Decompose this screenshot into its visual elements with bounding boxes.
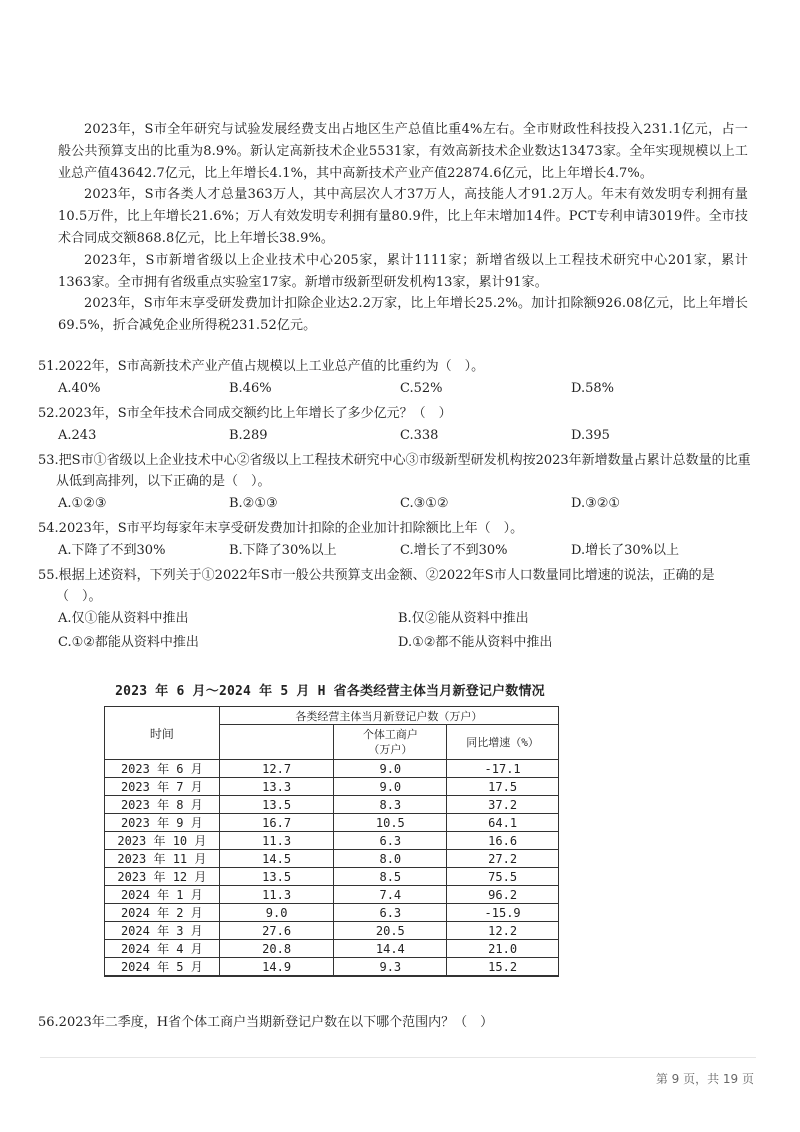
passage-paragraph: 2023年，S市各类人才总量363万人，其中高层次人才37万人，高技能人才91.2万人。年末有效发明专利拥有量10.5万件，比上年增长21.6%；万人有效发明专利拥有量80.9件，比上年末增加14件。PCT专利申请3019件。全市技术合同成交额868.8亿元，比上年增长38.9%。 — [58, 187, 748, 246]
option-c[interactable]: C.①②都能从资料中推出 — [58, 635, 199, 650]
cell-all-entities: 13.3 — [219, 778, 334, 796]
header-all-entities — [219, 725, 334, 760]
option-a[interactable]: A.243 — [58, 428, 97, 443]
cell-period: 2023 年 7 月 — [105, 778, 220, 796]
cell-growth: 64.1 — [447, 814, 559, 832]
header-growth: 同比增速（%） — [447, 725, 559, 760]
cell-all-entities: 13.5 — [219, 868, 334, 886]
registration-table — [104, 706, 559, 977]
option-c[interactable]: C.338 — [400, 428, 439, 443]
header-individual-line2: （万户） — [368, 743, 413, 756]
cell-growth: 96.2 — [447, 886, 559, 904]
question-55 — [38, 565, 758, 653]
cell-all-entities: 12.7 — [219, 760, 334, 778]
cell-growth: 37.2 — [447, 796, 559, 814]
cell-period: 2023 年 11 月 — [105, 850, 220, 868]
table-title: 2023 年 6 月～2024 年 5 月 H 省各类经营主体当月新登记户数情况 — [115, 684, 545, 699]
cell-period: 2024 年 4 月 — [105, 940, 220, 958]
cell-growth: 75.5 — [447, 868, 559, 886]
cell-period: 2023 年 10 月 — [105, 832, 220, 850]
option-a[interactable]: A.40% — [58, 381, 101, 396]
cell-period: 2023 年 8 月 — [105, 796, 220, 814]
table-row — [105, 868, 559, 886]
cell-all-entities: 14.9 — [219, 958, 334, 977]
cell-individual: 7.4 — [334, 886, 447, 904]
cell-individual: 8.3 — [334, 796, 447, 814]
cell-period: 2024 年 2 月 — [105, 904, 220, 922]
question-list — [38, 356, 758, 657]
table-row — [105, 850, 559, 868]
table-row — [105, 886, 559, 904]
option-row — [58, 426, 758, 446]
option-row — [58, 494, 758, 514]
option-a[interactable]: A.①②③ — [58, 496, 107, 511]
cell-period: 2024 年 5 月 — [105, 958, 220, 977]
table-row — [105, 940, 559, 958]
table-body — [105, 760, 559, 977]
table-row — [105, 832, 559, 850]
cell-all-entities: 20.8 — [219, 940, 334, 958]
cell-growth: 12.2 — [447, 922, 559, 940]
question-stem: 51.2022年，S市高新技术产业产值占规模以上工业总产值的比重约为（ ）。 — [38, 359, 485, 374]
cell-individual: 9.3 — [334, 958, 447, 977]
question-51 — [38, 356, 758, 399]
option-row — [58, 633, 758, 653]
cell-growth: 16.6 — [447, 832, 559, 850]
cell-individual: 20.5 — [334, 922, 447, 940]
option-row — [58, 609, 758, 629]
header-individual-line1: 个体工商户 — [362, 728, 418, 741]
table-row — [105, 796, 559, 814]
cell-growth: 17.5 — [447, 778, 559, 796]
table-row — [105, 760, 559, 778]
option-b[interactable]: B.下降了30%以上 — [229, 543, 337, 558]
question-56-stem: 56.2023年二季度，H省个体工商户当期新登记户数在以下哪个范围内？（ ） — [38, 1015, 494, 1030]
question-stem: 54.2023年，S市平均每家年末享受研发费加计扣除的企业加计扣除额比上年（ ）。 — [38, 521, 524, 536]
cell-all-entities: 13.5 — [219, 796, 334, 814]
cell-period: 2023 年 12 月 — [105, 868, 220, 886]
cell-growth: 15.2 — [447, 958, 559, 977]
option-c[interactable]: C.增长了不到30% — [400, 543, 508, 558]
cell-individual: 9.0 — [334, 778, 447, 796]
option-c[interactable]: C.52% — [400, 381, 443, 396]
cell-individual: 6.3 — [334, 904, 447, 922]
question-54 — [38, 518, 758, 561]
header-period: 时间 — [105, 707, 220, 760]
page-number: 第 9 页，共 19 页 — [655, 1072, 754, 1086]
question-53 — [38, 450, 758, 514]
option-b[interactable]: B.②①③ — [229, 496, 278, 511]
cell-all-entities: 11.3 — [219, 832, 334, 850]
option-d[interactable]: D.③②① — [571, 496, 621, 511]
cell-individual: 9.0 — [334, 760, 447, 778]
cell-individual: 6.3 — [334, 832, 447, 850]
option-b[interactable]: B.46% — [229, 381, 272, 396]
question-stem: 53.把S市①省级以上企业技术中心②省级以上工程技术研究中心③市级新型研发机构按2023年新增数量占累计总数量的比重从低到高排列，以下正确的是（ ）。 — [38, 453, 751, 489]
option-c[interactable]: C.③①② — [400, 496, 449, 511]
cell-growth: -15.9 — [447, 904, 559, 922]
cell-period: 2024 年 3 月 — [105, 922, 220, 940]
option-row — [58, 541, 758, 561]
passage-paragraph: 2023年，S市年末享受研发费加计扣除企业达2.2万家，比上年增长25.2%。加计扣除额926.08亿元，比上年增长69.5%，折合减免企业所得税231.52亿元。 — [58, 296, 748, 334]
cell-individual: 8.5 — [334, 868, 447, 886]
cell-growth: -17.1 — [447, 760, 559, 778]
cell-individual: 8.0 — [334, 850, 447, 868]
table-row — [105, 904, 559, 922]
cell-all-entities: 16.7 — [219, 814, 334, 832]
table-row — [105, 778, 559, 796]
table-row — [105, 922, 559, 940]
option-b[interactable]: B.仅②能从资料中推出 — [398, 611, 529, 626]
question-52 — [38, 403, 758, 446]
passage — [58, 119, 748, 337]
option-d[interactable]: D.395 — [571, 428, 610, 443]
option-d[interactable]: D.①②都不能从资料中推出 — [398, 635, 553, 650]
option-d[interactable]: D.58% — [571, 381, 614, 396]
header-group: 各类经营主体当月新登记户数（万户） — [219, 707, 558, 725]
table-row — [105, 958, 559, 977]
cell-individual: 14.4 — [334, 940, 447, 958]
cell-growth: 27.2 — [447, 850, 559, 868]
question-stem: 52.2023年，S市全年技术合同成交额约比上年增长了多少亿元？（ ） — [38, 406, 452, 421]
question-stem: 55.根据上述资料，下列关于①2022年S市一般公共预算支出金额、②2022年S市人口数量同比增速的说法，正确的是（ ）。 — [38, 568, 715, 604]
cell-all-entities: 27.6 — [219, 922, 334, 940]
option-row — [58, 379, 758, 399]
cell-all-entities: 14.5 — [219, 850, 334, 868]
option-b[interactable]: B.289 — [229, 428, 268, 443]
cell-individual: 10.5 — [334, 814, 447, 832]
cell-period: 2023 年 9 月 — [105, 814, 220, 832]
option-a[interactable]: A.仅①能从资料中推出 — [58, 611, 189, 626]
passage-paragraph: 2023年，S市新增省级以上企业技术中心205家，累计1111家；新增省级以上工程技术研究中心201家，累计1363家。全市拥有省级重点实验室17家。新增市级新型研发机构13家，累计91家。 — [58, 252, 748, 290]
passage-paragraph: 2023年，S市全年研究与试验发展经费支出占地区生产总值比重4%左右。全市财政性科技投入231.1亿元，占一般公共预算支出的比重为8.9%。新认定高新技术企业5531家，有效高新技术企业数达13473家。全年实现规模以上工业总产值43642.7亿元，比上年增长4.1%，其中高新技术产业产值22874.6亿元，比上年增长4.7%。 — [58, 122, 748, 181]
footer-divider — [40, 1057, 756, 1058]
cell-all-entities: 9.0 — [219, 904, 334, 922]
cell-period: 2024 年 1 月 — [105, 886, 220, 904]
option-d[interactable]: D.增长了30%以上 — [571, 543, 679, 558]
cell-period: 2023 年 6 月 — [105, 760, 220, 778]
header-individual — [334, 725, 447, 760]
cell-all-entities: 11.3 — [219, 886, 334, 904]
option-a[interactable]: A.下降了不到30% — [58, 543, 166, 558]
table-row — [105, 814, 559, 832]
cell-growth: 21.0 — [447, 940, 559, 958]
